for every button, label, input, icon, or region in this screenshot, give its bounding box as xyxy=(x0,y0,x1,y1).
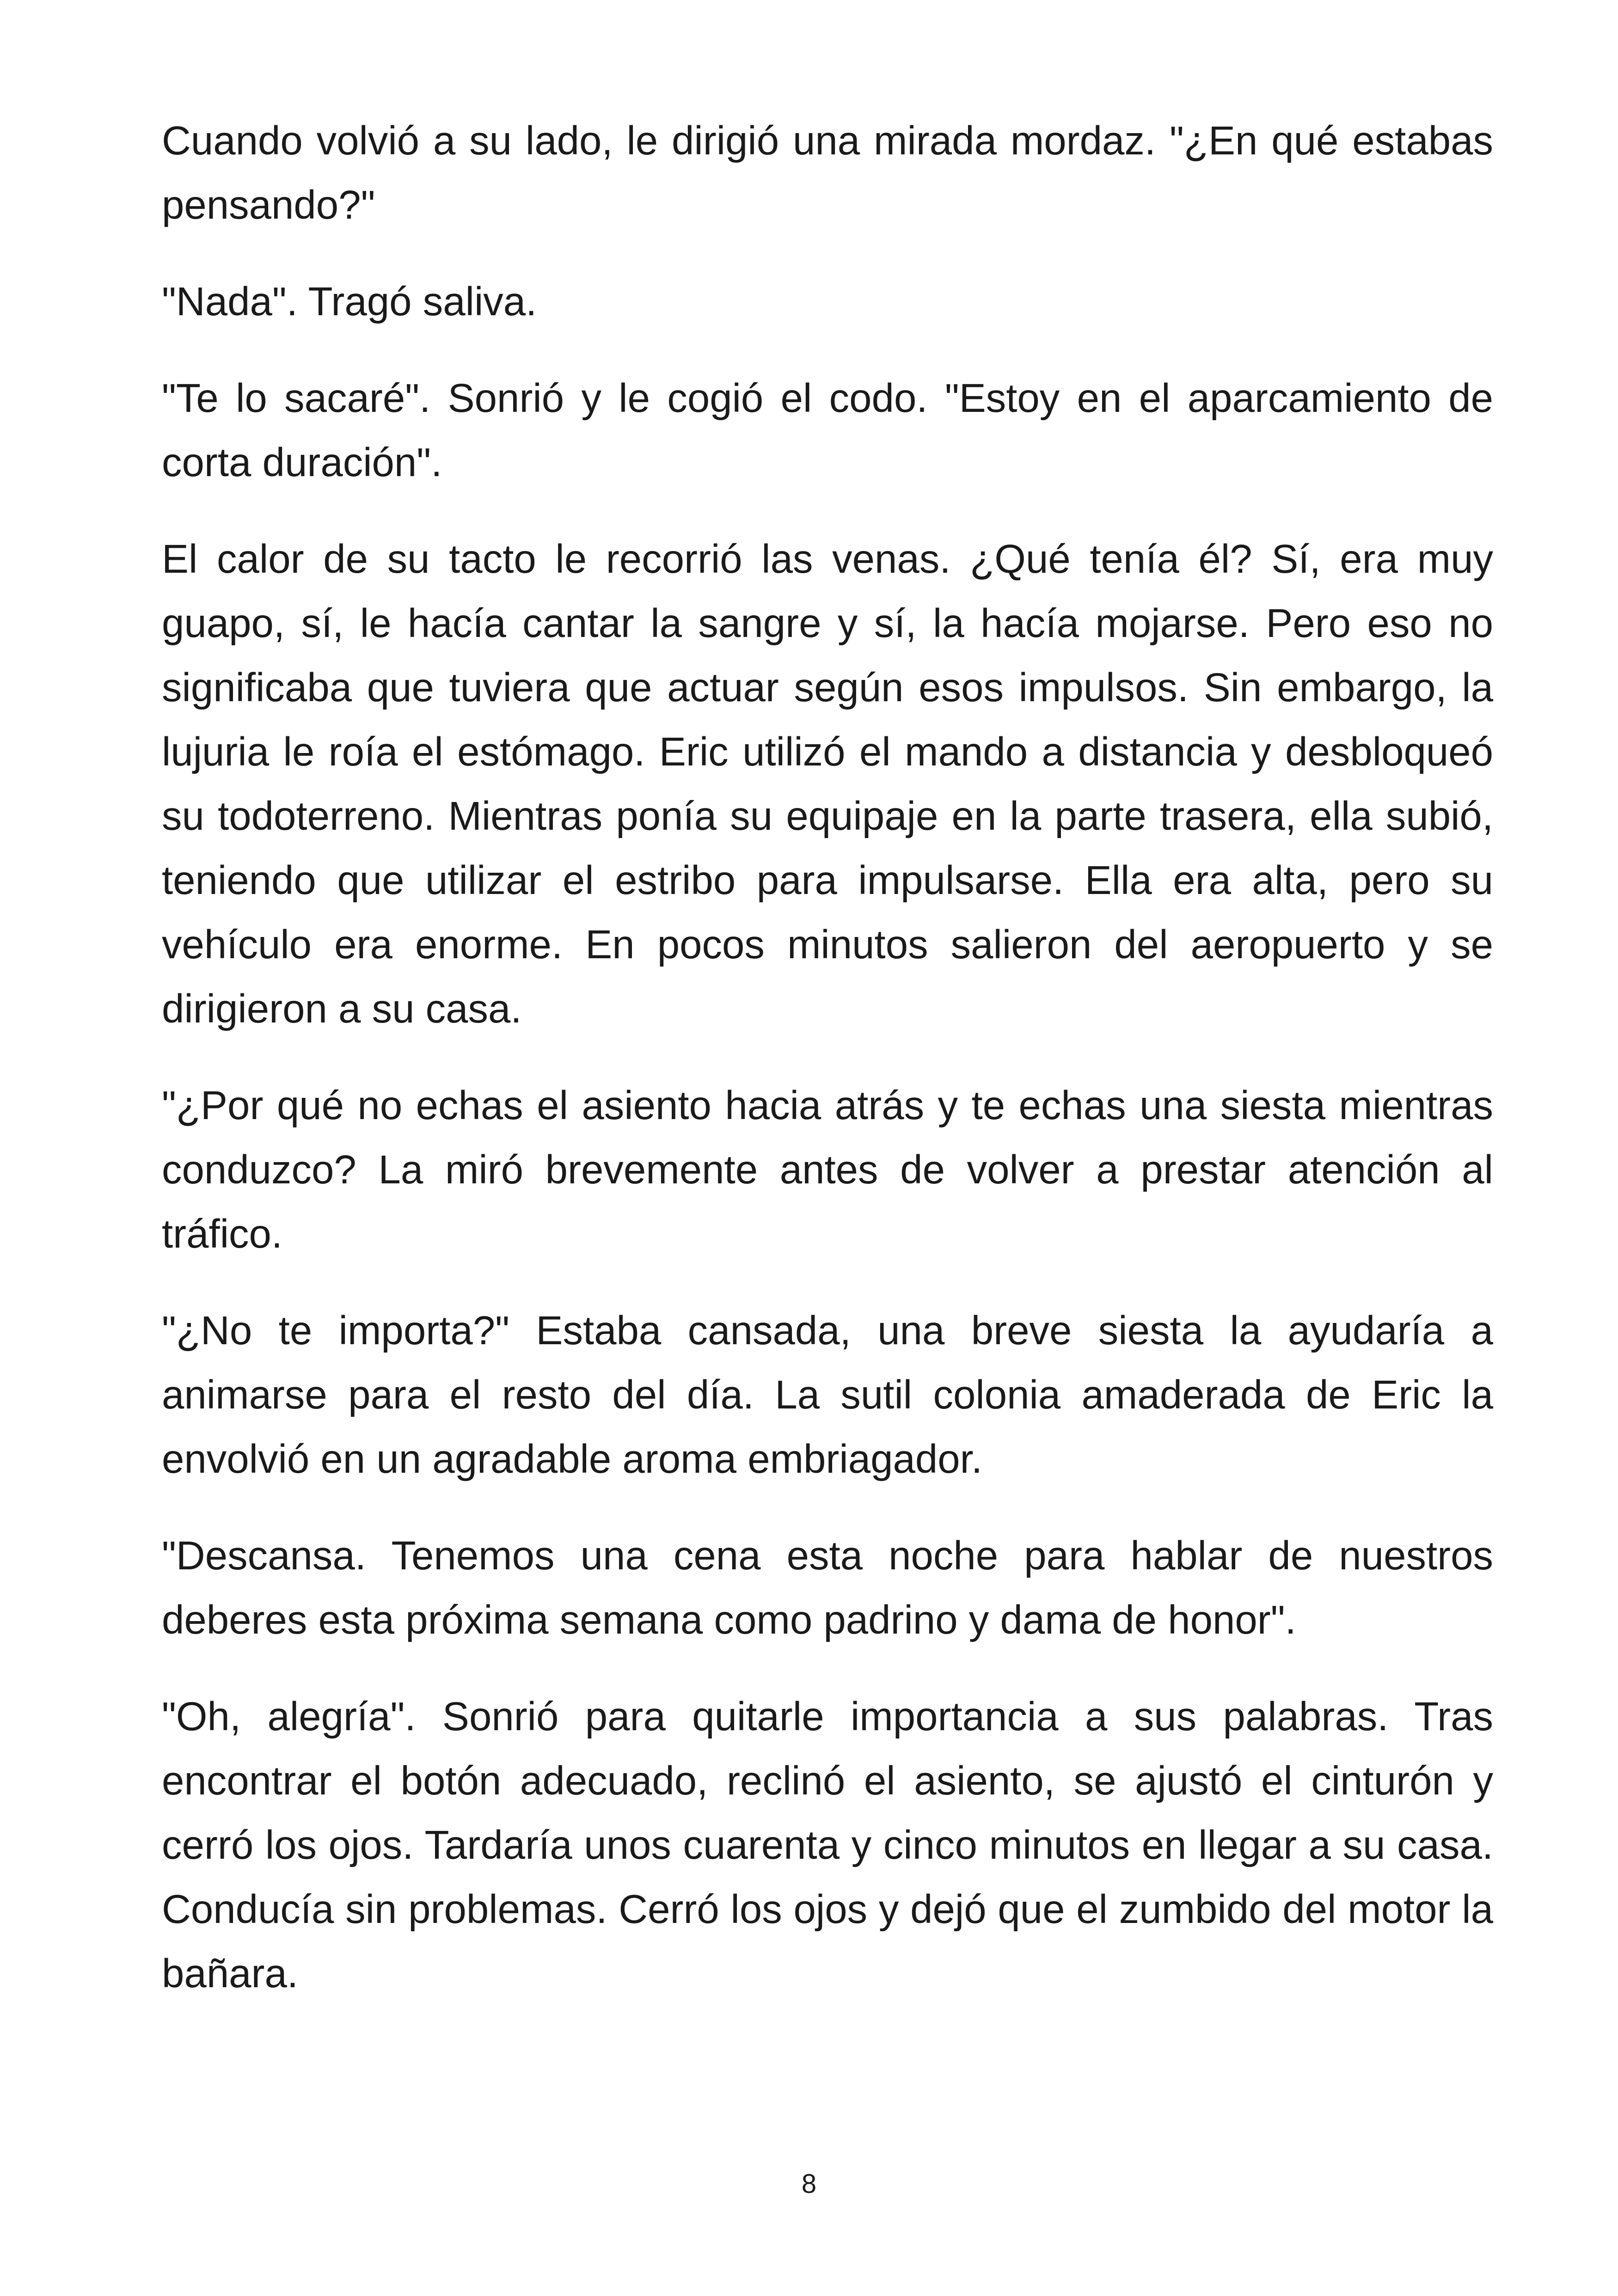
paragraph-4: El calor de su tacto le recorrió las venas. ¿Qué tenía él? Sí, era muy guapo, sí, le hacía cantar la sangre y sí, la hacía mojarse. Pero eso no significaba que tuviera que actuar según esos impulsos. Sin embargo, la lujuria le roía el estómago. Eric utilizó el mando a distancia y desbloqueó su todoterreno. Mientras ponía su equipaje en la parte trasera, ella subió, teniendo que utilizar el estribo para impulsarse. Ella era alta, pero su vehículo era enorme. En pocos minutos salieron del aeropuerto y se dirigieron a su casa. xyxy=(162,537,1493,1031)
paragraph-3: "Te lo sacaré". Sonrió y le cogió el codo. "Estoy en el aparcamiento de corta duración". xyxy=(162,376,1493,485)
paragraph-7: "Descansa. Tenemos una cena esta noche para hablar de nuestros deberes esta próxima semana como padrino y dama de honor". xyxy=(162,1533,1493,1642)
paragraph-1: Cuando volvió a su lado, le dirigió una mirada mordaz. "¿En qué estabas pensando?" xyxy=(162,118,1493,227)
paragraph-5: "¿Por qué no echas el asiento hacia atrás y te echas una siesta mientras conduzco? La miró brevemente antes de volver a prestar atención al tráfico. xyxy=(162,1083,1493,1256)
page-number: 8 xyxy=(801,2169,817,2199)
paragraph-2: "Nada". Tragó saliva. xyxy=(162,279,537,324)
paragraph-8: "Oh, alegría". Sonrió para quitarle importancia a sus palabras. Tras encontrar el botón adecuado, reclinó el asiento, se ajustó el cinturón y cerró los ojos. Tardaría unos cuarenta y cinco minutos en llegar a su casa. Conducía sin problemas. Cerró los ojos y dejó que el zumbido del motor la bañara. xyxy=(162,1694,1493,1996)
paragraph-6: "¿No te importa?" Estaba cansada, una breve siesta la ayudaría a animarse para el resto del día. La sutil colonia amaderada de Eric la envolvió en un agradable aroma embriagador. xyxy=(162,1308,1493,1482)
text-body xyxy=(162,109,1493,2038)
